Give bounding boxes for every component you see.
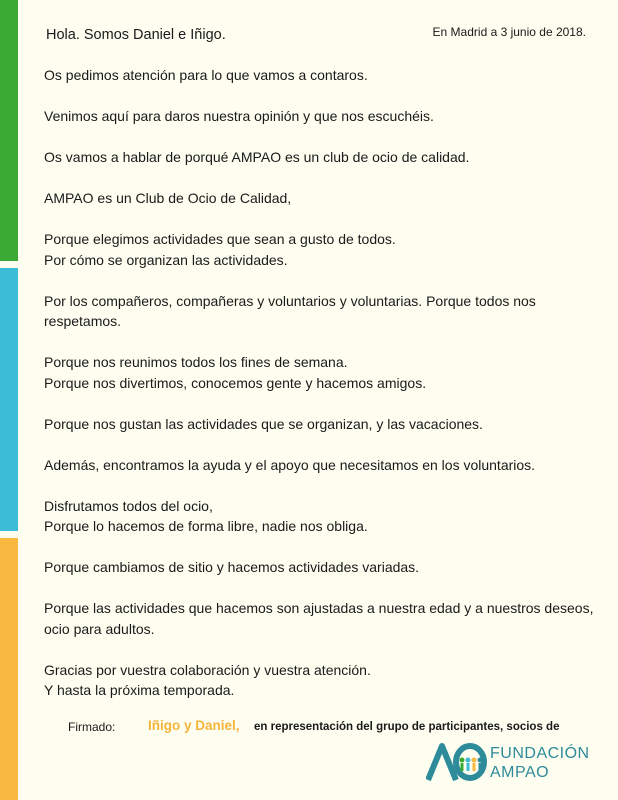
signature-names: Iñigo y Daniel, (148, 718, 240, 733)
ampao-logo-icon (426, 742, 488, 782)
paragraph: Por los compañeros, compañeras y voluntarios y voluntarias. Porque todos nos respetamos. (44, 292, 536, 329)
signature-representation: en representación del grupo de participantes, socios de (254, 721, 560, 733)
paragraph: Además, encontramos la ayuda y el apoyo que necesitamos en los voluntarios. (44, 456, 536, 473)
paragraph: Porque las actividades que hacemos son ajustadas a nuestra edad y a nuestros deseos, ocio para adultos. (44, 600, 594, 637)
paragraph: Os pedimos atención para lo que vamos a contaros. (44, 67, 368, 83)
letter-date: En Madrid a 3 junio de 2018. (432, 25, 586, 39)
line: Porque lo hacemos de forma libre, nadie nos obliga. (44, 518, 368, 534)
paragraph: Porque cambiamos de sitio y hacemos actividades variadas. (44, 559, 420, 575)
line: Por cómo se organizan las actividades. (44, 251, 288, 268)
paragraph: Venimos aquí para daros nuestra opinión y que nos escuchéis. (44, 108, 434, 124)
line: Gracias por vuestra colaboración y vuestra atención. (44, 661, 371, 678)
paragraph (44, 496, 594, 537)
line: Y hasta la próxima temporada. (44, 682, 235, 698)
decorative-bar-orange (0, 538, 18, 800)
paragraph: Porque nos gustan las actividades que se organizan, y las vacaciones. (44, 415, 483, 432)
letter-body (44, 65, 594, 721)
line: Porque nos divertimos, conocemos gente y hacemos amigos. (44, 374, 427, 391)
signature-label: Firmado: (68, 720, 116, 734)
paragraph (44, 660, 594, 701)
paragraph (44, 229, 594, 270)
line: Disfrutamos todos del ocio, (44, 497, 213, 514)
paragraph: Os vamos a hablar de porqué AMPAO es un club de ocio de calidad. (44, 149, 470, 165)
logo-text (490, 744, 590, 782)
logo-line-ampao: AMPAO (490, 764, 550, 781)
decorative-bar-blue (0, 268, 18, 531)
paragraph: AMPAO es un Club de Ocio de Calidad, (44, 190, 292, 206)
paragraph (44, 352, 594, 393)
greeting: Hola. Somos Daniel e Iñigo. (46, 27, 226, 43)
decorative-bar-green (0, 0, 18, 261)
line: Porque elegimos actividades que sean a gusto de todos. (44, 231, 396, 247)
fundacion-ampao-logo (426, 742, 606, 786)
logo-line-fundacion: FUNDACIÓN (490, 745, 590, 762)
line: Porque nos reunimos todos los fines de semana. (44, 354, 348, 370)
